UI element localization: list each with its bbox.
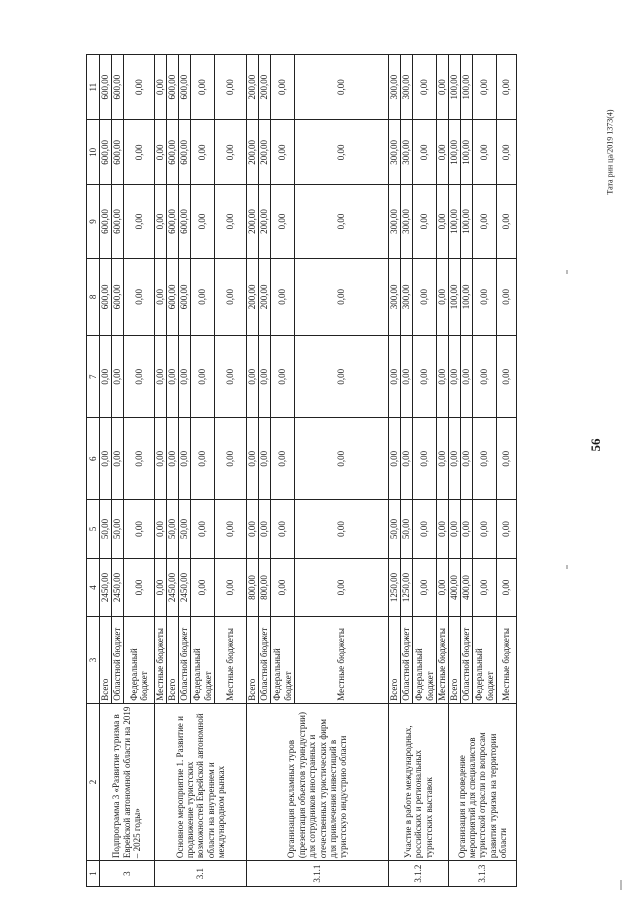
value-cell: 0,00: [437, 336, 449, 418]
value-cell: 0,00: [437, 258, 449, 336]
funding-source: Федеральный бюджет: [191, 617, 215, 704]
value-cell: 2450,00: [167, 558, 179, 616]
value-cell: 0,00: [259, 336, 271, 418]
value-cell: 0,00: [401, 336, 413, 418]
table-row: [389, 55, 401, 887]
value-cell: 0,00: [215, 258, 247, 336]
value-cell: 0,00: [215, 185, 247, 258]
value-cell: 0,00: [497, 55, 517, 120]
value-cell: 50,00: [179, 500, 191, 558]
funding-source: Всего: [100, 617, 112, 704]
value-cell: 0,00: [497, 185, 517, 258]
value-cell: 50,00: [112, 500, 124, 558]
value-cell: 800,00: [247, 558, 259, 616]
value-cell: 50,00: [167, 500, 179, 558]
value-cell: 0,00: [389, 418, 401, 500]
value-cell: 50,00: [100, 500, 112, 558]
value-cell: 0,00: [179, 418, 191, 500]
value-cell: 600,00: [100, 120, 112, 185]
value-cell: 0,00: [271, 418, 295, 500]
funding-source: Всего: [167, 617, 179, 704]
value-cell: 0,00: [191, 418, 215, 500]
value-cell: 0,00: [100, 336, 112, 418]
value-cell: 0,00: [155, 258, 167, 336]
value-cell: 0,00: [449, 500, 461, 558]
value-cell: 0,00: [124, 185, 155, 258]
item-number: 3: [100, 861, 155, 887]
value-cell: 200,00: [259, 55, 271, 120]
value-cell: 0,00: [497, 120, 517, 185]
value-cell: 100,00: [449, 55, 461, 120]
funding-source: Областной бюджет: [112, 617, 124, 704]
value-cell: 0,00: [473, 258, 497, 336]
funding-source: Местные бюджеты: [215, 617, 247, 704]
value-cell: 200,00: [247, 120, 259, 185]
item-number: 3.1.3: [449, 861, 517, 887]
funding-source: Местные бюджеты: [437, 617, 449, 704]
value-cell: 2450,00: [112, 558, 124, 616]
value-cell: 0,00: [271, 258, 295, 336]
value-cell: 0,00: [473, 418, 497, 500]
value-cell: 0,00: [191, 336, 215, 418]
value-cell: 0,00: [271, 558, 295, 616]
value-cell: 300,00: [401, 258, 413, 336]
value-cell: 0,00: [413, 120, 437, 185]
value-cell: 600,00: [112, 185, 124, 258]
value-cell: 600,00: [112, 120, 124, 185]
value-cell: 0,00: [155, 558, 167, 616]
value-cell: 600,00: [179, 55, 191, 120]
value-cell: 0,00: [124, 418, 155, 500]
value-cell: 0,00: [413, 55, 437, 120]
value-cell: 0,00: [437, 55, 449, 120]
value-cell: 600,00: [112, 258, 124, 336]
funding-source: Всего: [449, 617, 461, 704]
funding-source: Областной бюджет: [461, 617, 473, 704]
value-cell: 0,00: [259, 500, 271, 558]
value-cell: 400,00: [461, 558, 473, 616]
value-cell: 0,00: [413, 418, 437, 500]
value-cell: 600,00: [100, 185, 112, 258]
value-cell: 0,00: [449, 418, 461, 500]
header-cell: 9: [87, 185, 100, 258]
value-cell: 200,00: [259, 258, 271, 336]
value-cell: 0,00: [497, 336, 517, 418]
value-cell: 0,00: [497, 418, 517, 500]
value-cell: 0,00: [215, 558, 247, 616]
scan-mark: [566, 270, 568, 274]
value-cell: 0,00: [100, 418, 112, 500]
value-cell: 0,00: [191, 55, 215, 120]
value-cell: 0,00: [124, 500, 155, 558]
header-cell: 1: [87, 861, 100, 887]
value-cell: 0,00: [389, 336, 401, 418]
value-cell: 0,00: [461, 336, 473, 418]
header-cell: 7: [87, 336, 100, 418]
budget-table: [86, 54, 517, 887]
funding-source: Областной бюджет: [401, 617, 413, 704]
value-cell: 600,00: [179, 185, 191, 258]
value-cell: 50,00: [401, 500, 413, 558]
value-cell: 0,00: [295, 558, 389, 616]
value-cell: 0,00: [191, 120, 215, 185]
value-cell: 300,00: [401, 120, 413, 185]
item-name: Организация рекламных туров (презентация объектов туриндустрии) для сотрудников иностранных и отечественных туристических фирм для привлечения инвестиций в туристскую индустрию области: [247, 703, 389, 860]
value-cell: 0,00: [271, 185, 295, 258]
funding-source: Областной бюджет: [179, 617, 191, 704]
value-cell: 0,00: [167, 418, 179, 500]
funding-source: Всего: [247, 617, 259, 704]
value-cell: 0,00: [295, 336, 389, 418]
scan-mark: [566, 565, 568, 569]
value-cell: 0,00: [215, 500, 247, 558]
value-cell: 0,00: [215, 120, 247, 185]
value-cell: 0,00: [473, 336, 497, 418]
table-row: [247, 55, 259, 887]
value-cell: 0,00: [473, 55, 497, 120]
value-cell: 0,00: [215, 55, 247, 120]
funding-source: Местные бюджеты: [497, 617, 517, 704]
value-cell: 50,00: [389, 500, 401, 558]
value-cell: 0,00: [271, 120, 295, 185]
funding-source: Местные бюджеты: [155, 617, 167, 704]
header-cell: 2: [87, 703, 100, 860]
value-cell: 100,00: [461, 258, 473, 336]
value-cell: 0,00: [413, 258, 437, 336]
value-cell: 100,00: [449, 120, 461, 185]
value-cell: 0,00: [295, 500, 389, 558]
value-cell: 0,00: [295, 120, 389, 185]
value-cell: 0,00: [124, 120, 155, 185]
value-cell: 0,00: [473, 500, 497, 558]
value-cell: 0,00: [413, 336, 437, 418]
value-cell: 400,00: [449, 558, 461, 616]
value-cell: 100,00: [461, 120, 473, 185]
value-cell: 0,00: [271, 55, 295, 120]
value-cell: 600,00: [167, 258, 179, 336]
value-cell: 0,00: [215, 418, 247, 500]
value-cell: 0,00: [497, 500, 517, 558]
value-cell: 600,00: [179, 120, 191, 185]
value-cell: 0,00: [295, 418, 389, 500]
funding-source: Всего: [389, 617, 401, 704]
value-cell: 0,00: [473, 185, 497, 258]
header-cell: 6: [87, 418, 100, 500]
value-cell: 0,00: [124, 336, 155, 418]
header-cell: 11: [87, 55, 100, 120]
funding-source: Федеральный бюджет: [473, 617, 497, 704]
funding-source: Областной бюджет: [259, 617, 271, 704]
value-cell: 300,00: [389, 258, 401, 336]
value-cell: 0,00: [259, 418, 271, 500]
value-cell: 100,00: [461, 185, 473, 258]
value-cell: 0,00: [461, 500, 473, 558]
header-cell: 5: [87, 500, 100, 558]
value-cell: 0,00: [497, 558, 517, 616]
value-cell: 200,00: [247, 185, 259, 258]
value-cell: 0,00: [191, 185, 215, 258]
value-cell: 800,00: [259, 558, 271, 616]
value-cell: 0,00: [179, 336, 191, 418]
value-cell: 100,00: [449, 185, 461, 258]
header-row: [87, 55, 100, 887]
value-cell: 600,00: [167, 120, 179, 185]
header-cell: 4: [87, 558, 100, 616]
value-cell: 0,00: [461, 418, 473, 500]
item-name: Организация и проведение мероприятий для специалистов туристской отрасли по вопросам развития туризма на территории области: [449, 703, 517, 860]
value-cell: 0,00: [413, 558, 437, 616]
value-cell: 0,00: [191, 500, 215, 558]
value-cell: 600,00: [179, 258, 191, 336]
value-cell: 200,00: [259, 185, 271, 258]
funding-source: Федеральный бюджет: [124, 617, 155, 704]
value-cell: 200,00: [259, 120, 271, 185]
table-row: [449, 55, 461, 887]
value-cell: 300,00: [401, 185, 413, 258]
header-cell: 10: [87, 120, 100, 185]
value-cell: 0,00: [155, 120, 167, 185]
value-cell: 0,00: [437, 185, 449, 258]
item-name: Основное мероприятие 1. Развитие и продвижение туристских возможностей Еврейской автономной области на внутреннем и международном рынках: [155, 703, 247, 860]
value-cell: 0,00: [191, 258, 215, 336]
value-cell: 0,00: [473, 558, 497, 616]
value-cell: 0,00: [497, 258, 517, 336]
header-cell: 8: [87, 258, 100, 336]
item-name: Участие в работе международных, российских и региональных туристских выставок: [389, 703, 449, 860]
value-cell: 0,00: [401, 418, 413, 500]
value-cell: 0,00: [155, 185, 167, 258]
table-row: [155, 55, 167, 887]
value-cell: 600,00: [167, 55, 179, 120]
value-cell: 0,00: [449, 336, 461, 418]
value-cell: 0,00: [124, 558, 155, 616]
value-cell: 0,00: [295, 185, 389, 258]
value-cell: 100,00: [461, 55, 473, 120]
scan-mark: [620, 880, 622, 890]
value-cell: 300,00: [389, 120, 401, 185]
value-cell: 0,00: [437, 500, 449, 558]
document-code: Тата рин ца/2019 1373(4): [605, 109, 615, 195]
value-cell: 0,00: [112, 336, 124, 418]
item-name: Подпрограмма 3 «Развитие туризма в Еврейской автономной области на 2019 – 2025 годы»: [100, 703, 155, 860]
value-cell: 0,00: [473, 120, 497, 185]
value-cell: 600,00: [100, 258, 112, 336]
value-cell: 300,00: [401, 55, 413, 120]
value-cell: 2450,00: [179, 558, 191, 616]
value-cell: 0,00: [295, 258, 389, 336]
funding-source: Федеральный бюджет: [271, 617, 295, 704]
value-cell: 0,00: [124, 55, 155, 120]
value-cell: 600,00: [100, 55, 112, 120]
item-number: 3.1.2: [389, 861, 449, 887]
value-cell: 200,00: [247, 55, 259, 120]
value-cell: 0,00: [247, 500, 259, 558]
value-cell: 200,00: [247, 258, 259, 336]
value-cell: 0,00: [437, 120, 449, 185]
item-number: 3.1: [155, 861, 247, 887]
item-number: 3.1.1: [247, 861, 389, 887]
header-cell: 3: [87, 617, 100, 704]
value-cell: 600,00: [167, 185, 179, 258]
value-cell: 0,00: [413, 185, 437, 258]
value-cell: 600,00: [112, 55, 124, 120]
value-cell: 0,00: [155, 336, 167, 418]
value-cell: 300,00: [389, 185, 401, 258]
page-number: 56: [588, 438, 603, 452]
value-cell: 2450,00: [100, 558, 112, 616]
value-cell: 300,00: [389, 55, 401, 120]
value-cell: 100,00: [449, 258, 461, 336]
value-cell: 0,00: [112, 418, 124, 500]
value-cell: 0,00: [437, 418, 449, 500]
value-cell: 1250,00: [389, 558, 401, 616]
value-cell: 1250,00: [401, 558, 413, 616]
funding-source: Федеральный бюджет: [413, 617, 437, 704]
value-cell: 0,00: [247, 336, 259, 418]
value-cell: 0,00: [271, 500, 295, 558]
value-cell: 0,00: [155, 500, 167, 558]
funding-source: Местные бюджеты: [295, 617, 389, 704]
value-cell: 0,00: [215, 336, 247, 418]
value-cell: 0,00: [167, 336, 179, 418]
value-cell: 0,00: [155, 418, 167, 500]
value-cell: 0,00: [191, 558, 215, 616]
table-row: [100, 55, 112, 887]
value-cell: 0,00: [271, 336, 295, 418]
value-cell: 0,00: [437, 558, 449, 616]
value-cell: 0,00: [124, 258, 155, 336]
rotated-table-container: [86, 54, 512, 887]
value-cell: 0,00: [413, 500, 437, 558]
value-cell: 0,00: [247, 418, 259, 500]
value-cell: 0,00: [155, 55, 167, 120]
value-cell: 0,00: [295, 55, 389, 120]
